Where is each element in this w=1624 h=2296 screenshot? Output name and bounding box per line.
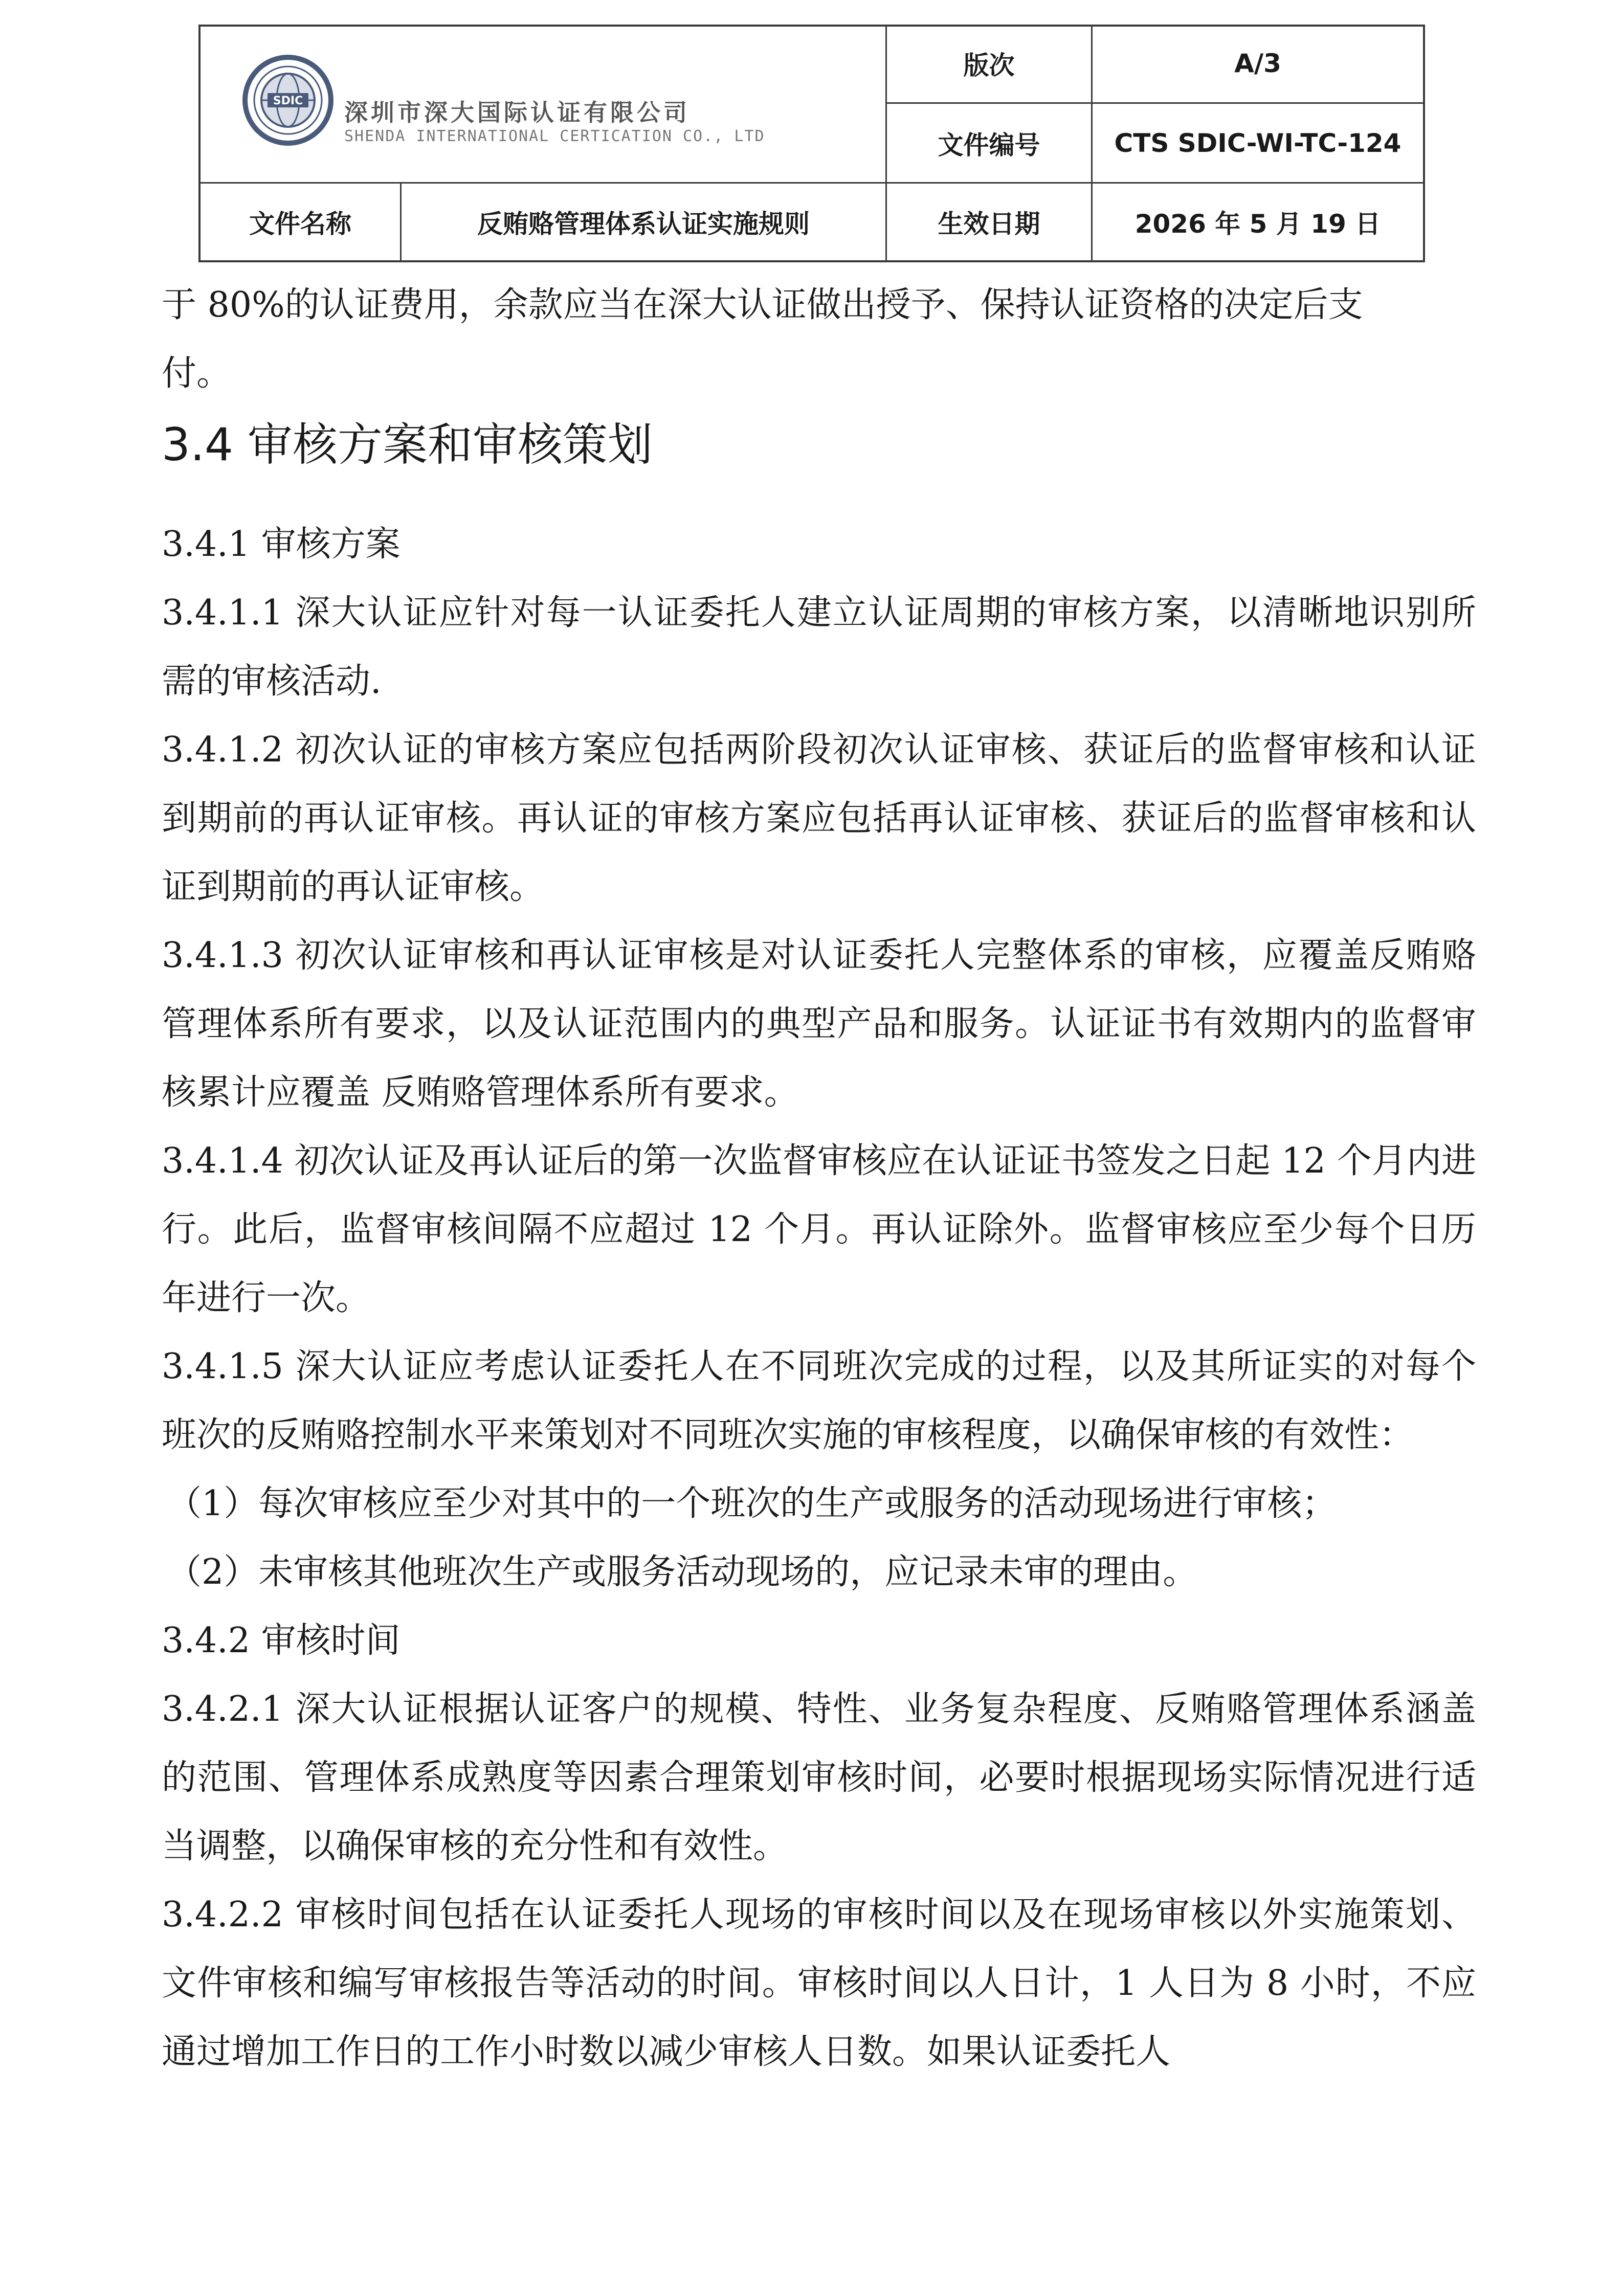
- subheading-3-4-1: 3.4.1 审核方案: [162, 524, 401, 565]
- document-name-value: 反贿赂管理体系认证实施规则: [477, 209, 810, 239]
- document-number-label: 文件编号: [938, 130, 1040, 160]
- section-heading-3-4: 3.4 审核方案和审核策划: [162, 418, 653, 471]
- table-border-bottom: [198, 260, 1425, 262]
- paragraph-3-4-1-1: 3.4.1.1 深大认证应针对每一认证委托人建立认证周期的审核方案，以清晰地识别所需的审核活动.: [162, 593, 1476, 702]
- effective-date-label: 生效日期: [938, 209, 1040, 239]
- company-seal-icon: [242, 54, 334, 146]
- list-item-1: （1）每次审核应至少对其中的一个班次的生产或服务的活动现场进行审核；: [167, 1483, 1337, 1524]
- list-item-2: （2）未审核其他班次生产或服务活动现场的，应记录未审的理由。: [167, 1552, 1198, 1592]
- paragraph-continued: [162, 271, 1476, 408]
- document-number-value: CTS SDIC-WI-TC-124: [1114, 128, 1401, 158]
- paragraph-3-4-2-2: 3.4.2.2 审核时间包括在认证委托人现场的审核时间以及在现场审核以外实施策划、文件审核和编写审核报告等活动的时间。审核时间以人日计，1 人日为 8 小时，不应通过增加工作日的工作小时数以减少审核人日数。如果认证委托人: [162, 1895, 1476, 2072]
- document-name-label: 文件名称: [249, 209, 351, 239]
- paragraph-continued-line-2: 付。: [162, 353, 232, 394]
- version-label: 版次: [963, 51, 1015, 80]
- company-name-cn: 深圳市深大国际认证有限公司: [344, 99, 690, 126]
- paragraph-continued-line-1: 于 80%的认证费用，余款应当在深大认证做出授予、保持认证资格的决定后支: [162, 285, 1363, 325]
- paragraph-3-4-1-2: 3.4.1.2 初次认证的审核方案应包括两阶段初次认证审核、获证后的监督审核和认证到期前的再认证审核。再认证的审核方案应包括再认证审核、获证后的监督审核和认证到期前的再认证审核。: [162, 730, 1476, 907]
- paragraph-3-4-2-1: 3.4.2.1 深大认证根据认证客户的规模、特性、业务复杂程度、反贿赂管理体系涵盖的范围、管理体系成熟度等因素合理策划审核时间，必要时根据现场实际情况进行适当调整，以确保审核的充分性和有效性。: [162, 1689, 1476, 1866]
- document-header-table: [198, 25, 1425, 262]
- company-logo-block: [242, 54, 815, 156]
- effective-date-value: 2026 年 5 月 19 日: [1134, 209, 1381, 239]
- document-body: [162, 271, 1476, 2086]
- version-value: A/3: [1234, 49, 1281, 78]
- paragraph-3-4-1-3: 3.4.1.3 初次认证审核和再认证审核是对认证委托人完整体系的审核，应覆盖反贿赂管理体系所有要求，以及认证范围内的典型产品和服务。认证证书有效期内的监督审核累计应覆盖 反贿赂管理体系所有要求。: [162, 935, 1476, 1113]
- company-name-en: SHENDA INTERNATIONAL CERTICATION CO., LTD: [344, 127, 765, 145]
- paragraph-3-4-1-5: 3.4.1.5 深大认证应考虑认证委托人在不同班次完成的过程，以及其所证实的对每个班次的反贿赂控制水平来策划对不同班次实施的审核程度，以确保审核的有效性：: [162, 1346, 1476, 1455]
- subheading-3-4-2: 3.4.2 审核时间: [162, 1620, 401, 1661]
- paragraph-3-4-1-4: 3.4.1.4 初次认证及再认证后的第一次监督审核应在认证证书签发之日起 12 个月内进行。此后，监督审核间隔不应超过 12 个月。再认证除外。监督审核应至少每个日历年进行一次。: [162, 1141, 1476, 1318]
- svg-text:SDIC: SDIC: [273, 95, 303, 107]
- table-border-right: [1423, 25, 1425, 262]
